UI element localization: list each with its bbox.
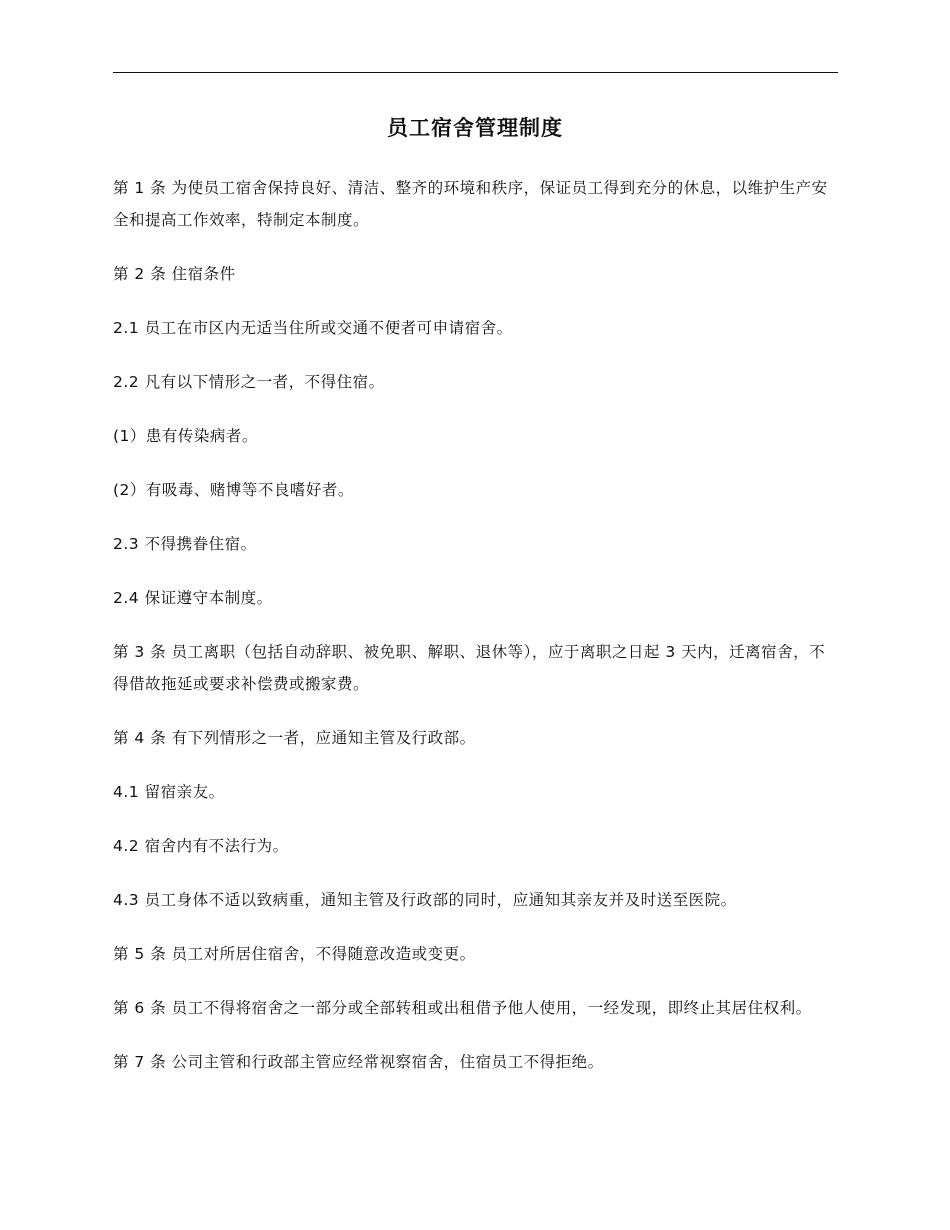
paragraph-article-4: 第 4 条 有下列情形之一者，应通知主管及行政部。 — [113, 729, 476, 747]
paragraph-2-1: 2.1 员工在市区内无适当住所或交通不便者可申请宿舍。 — [113, 319, 513, 337]
paragraph-4-2: 4.2 宿舍内有不法行为。 — [113, 837, 289, 855]
paragraph-2-2-item-1: (1）患有传染病者。 — [113, 427, 258, 445]
paragraph-article-1: 第 1 条 为使员工宿舍保持良好、清洁、整齐的环境和秩序，保证员工得到充分的休息，以维护生产安全和提高工作效率，特制定本制度。 — [113, 179, 828, 229]
paragraph-article-7: 第 7 条 公司主管和行政部主管应经常视察宿舍，住宿员工不得拒绝。 — [113, 1053, 604, 1071]
paragraph-article-5: 第 5 条 员工对所居住宿舍，不得随意改造或变更。 — [113, 945, 476, 963]
document-body — [113, 172, 838, 1100]
paragraph-2-2-item-2: (2）有吸毒、赌博等不良嗜好者。 — [113, 481, 354, 499]
paragraph-article-2: 第 2 条 住宿条件 — [113, 265, 236, 283]
paragraph-2-3: 2.3 不得携眷住宿。 — [113, 535, 257, 553]
paragraph-2-2: 2.2 凡有以下情形之一者，不得住宿。 — [113, 373, 385, 391]
paragraph-article-6: 第 6 条 员工不得将宿舍之一部分或全部转租或出租借予他人使用，一经发现，即终止其居住权利。 — [113, 999, 812, 1017]
paragraph-2-4: 2.4 保证遵守本制度。 — [113, 589, 273, 607]
paragraph-4-1: 4.1 留宿亲友。 — [113, 783, 225, 801]
paragraph-4-3: 4.3 员工身体不适以致病重，通知主管及行政部的同时，应通知其亲友并及时送至医院。 — [113, 891, 737, 909]
paragraph-article-3: 第 3 条 员工离职（包括自动辞职、被免职、解职、退休等），应于离职之日起 3 天内，迁离宿舍，不得借故拖延或要求补偿费或搬家费。 — [113, 643, 826, 693]
header-rule — [113, 72, 838, 73]
document-title: 员工宿舍管理制度 — [387, 115, 563, 140]
